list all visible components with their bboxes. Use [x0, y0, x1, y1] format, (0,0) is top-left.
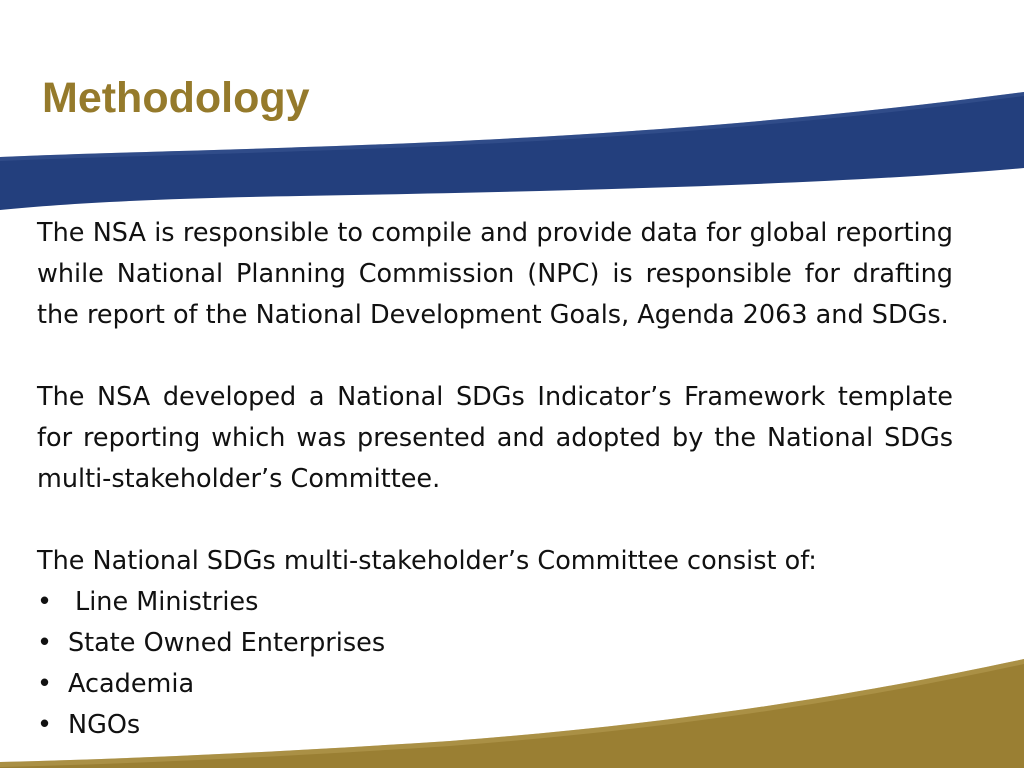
bullet-icon: •	[37, 628, 53, 658]
list-item	[37, 705, 953, 746]
list-item-label: Line Ministries	[75, 587, 259, 617]
list-item-label: NGOs	[68, 710, 141, 740]
list-item-label: Academia	[68, 669, 195, 699]
committee-member-list	[37, 582, 953, 746]
bullet-icon: •	[37, 669, 53, 699]
slide-body	[37, 213, 953, 746]
list-item	[37, 664, 953, 705]
slide-title: Methodology	[42, 74, 310, 122]
paragraph-spacer	[37, 500, 953, 541]
list-item	[37, 623, 953, 664]
paragraph-nsa-responsibility: The NSA is responsible to compile and provide data for global reporting while National Planning Commission (NPC) is responsible for drafting the report of the National Development Goals, Agenda 2063 and SDGs.	[37, 218, 953, 330]
committee-intro: The National SDGs multi-stakeholder’s Committee consist of:	[37, 546, 817, 576]
bullet-icon: •	[37, 710, 53, 740]
list-item	[37, 582, 953, 623]
bullet-icon: •	[37, 587, 53, 617]
paragraph-framework-template: The NSA developed a National SDGs Indicator’s Framework template for reporting which was presented and adopted by the National SDGs multi-stakeholder’s Committee.	[37, 382, 953, 494]
list-item-label: State Owned Enterprises	[68, 628, 386, 658]
paragraph-spacer	[37, 336, 953, 377]
